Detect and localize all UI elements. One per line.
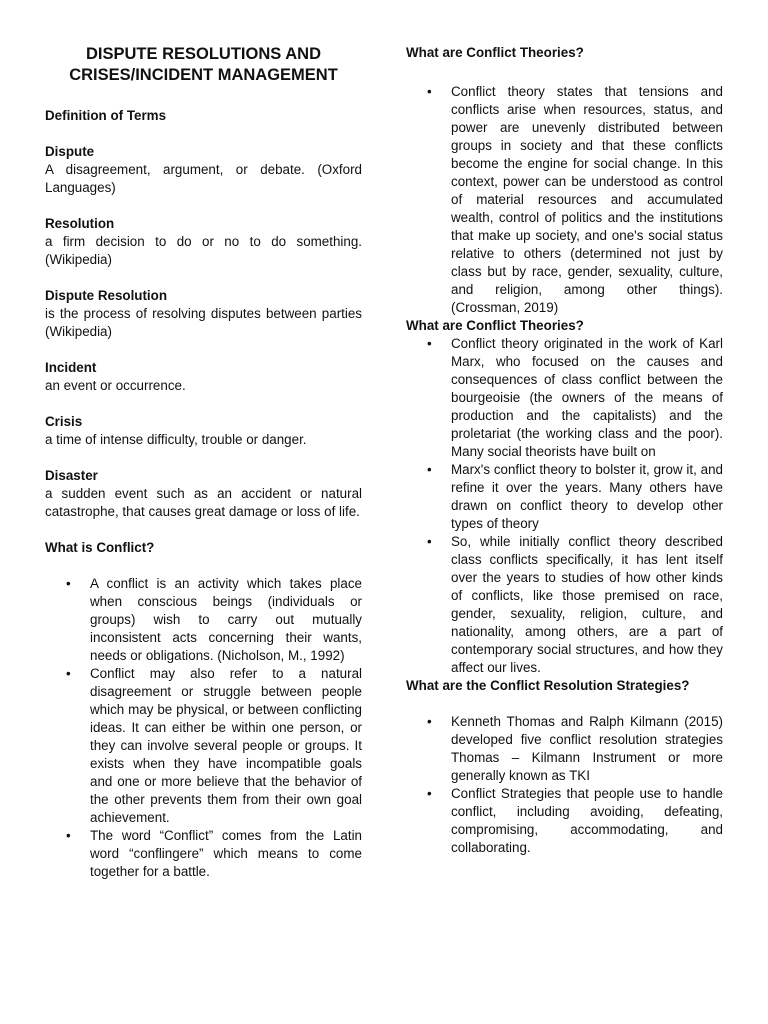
strategies-heading: What are the Conflict Resolution Strategies?: [406, 678, 690, 693]
conflict-bullet-list: [45, 575, 362, 881]
term-name: Dispute: [45, 144, 95, 159]
title-line-1: DISPUTE RESOLUTIONS AND: [86, 45, 321, 63]
bullet-icon: •: [66, 576, 71, 591]
term-name: Resolution: [45, 216, 115, 231]
term-name: Incident: [45, 360, 97, 375]
term-name: Dispute Resolution: [45, 288, 168, 303]
list-item: [45, 665, 362, 827]
theories-bullet-list-2: [406, 335, 723, 677]
bullet-icon: •: [66, 828, 71, 843]
list-item-text: Conflict theory states that tensions and conflicts arise when resources, status, and power are unevenly distributed between groups in society and that these conflicts become the engine for social change. In this context, power can be understood as control of material resources and accumulated wealth, control of politics and the institutions that make up society, and one's social status relative to others (determined not just by class but by race, gender, sexuality, culture, and religion, among other things). (Crossman, 2019): [451, 84, 723, 315]
list-item: [406, 713, 723, 785]
term-definition: is the process of resolving disputes between parties (Wikipedia): [45, 306, 362, 339]
term-resolution: [45, 215, 362, 269]
list-item-text: Marx's conflict theory to bolster it, grow it, and refine it over the years. Many others have drawn on conflict theory to develop other types of theory: [451, 462, 723, 531]
bullet-icon: •: [427, 84, 432, 99]
list-item-text: Conflict theory originated in the work of Karl Marx, who focused on the causes and consequences of class conflict between the bourgeoisie (the owners of the means of production and the capitalists) and the proletariat (the working class and the poor). Many social theorists have built on: [451, 336, 723, 459]
bullet-icon: •: [427, 336, 432, 351]
left-column: [45, 44, 362, 881]
term-name: Disaster: [45, 468, 98, 483]
list-item: [45, 575, 362, 665]
term-definition: an event or occurrence.: [45, 378, 186, 393]
list-item: [45, 827, 362, 881]
list-item-text: Conflict may also refer to a natural disagreement or struggle between people which may be physical, or between conflicting ideas. It can either be within one person, or they can involve several people or groups. It exists when they have incompatible goals and one or more believe that the behavior of the other prevents them from their own goal achievement.: [90, 666, 362, 825]
term-definition: a firm decision to do or no to do something. (Wikipedia): [45, 234, 362, 267]
list-item: [406, 461, 723, 533]
list-item: [406, 335, 723, 461]
theories-bullet-list-1: [406, 83, 723, 317]
bullet-icon: •: [427, 534, 432, 549]
title-line-2: CRISES/INCIDENT MANAGEMENT: [69, 66, 338, 84]
term-dispute: [45, 143, 362, 197]
bullet-icon: •: [427, 714, 432, 729]
term-name: Crisis: [45, 414, 83, 429]
conflict-heading: What is Conflict?: [45, 540, 155, 555]
list-item-text: A conflict is an activity which takes place when conscious beings (individuals or groups) wish to carry out mutually inconsistent acts concerning their wants, needs or obligations. (Nicholson, M., 1992): [90, 576, 362, 663]
list-item-text: Conflict Strategies that people use to handle conflict, including avoiding, defeating, compromising, accommodating, and collaborating.: [451, 786, 723, 855]
theories-heading-1: What are Conflict Theories?: [406, 45, 584, 60]
term-definition: A disagreement, argument, or debate. (Oxford Languages): [45, 162, 362, 195]
term-disaster: [45, 467, 362, 521]
bullet-icon: •: [427, 786, 432, 801]
term-dispute-resolution: [45, 287, 362, 341]
term-crisis: [45, 413, 362, 449]
list-item: [406, 83, 723, 317]
bullet-icon: •: [66, 666, 71, 681]
term-definition: a sudden event such as an accident or natural catastrophe, that causes great damage or loss of life.: [45, 486, 362, 519]
strategies-bullet-list: [406, 713, 723, 857]
list-item-text: So, while initially conflict theory described class conflicts specifically, it has lent itself over the years to studies of how other kinds of conflicts, like those premised on race, gender, sexuality, religion, culture, and nationality, among others, are a part of contemporary social structures, and how they affect our lives.: [451, 534, 723, 675]
list-item-text: The word “Conflict” comes from the Latin word “conflingere” which means to come together for a battle.: [90, 828, 362, 879]
bullet-icon: •: [427, 462, 432, 477]
list-item: [406, 533, 723, 677]
theories-heading-2: What are Conflict Theories?: [406, 318, 584, 333]
term-incident: [45, 359, 362, 395]
definition-heading: Definition of Terms: [45, 108, 167, 123]
term-definition: a time of intense difficulty, trouble or danger.: [45, 432, 307, 447]
document-title: [45, 44, 362, 86]
list-item-text: Kenneth Thomas and Ralph Kilmann (2015) developed five conflict resolution strategies Thomas – Kilmann Instrument or more generally known as TKI: [451, 714, 723, 783]
list-item: [406, 785, 723, 857]
right-column: [406, 44, 723, 857]
